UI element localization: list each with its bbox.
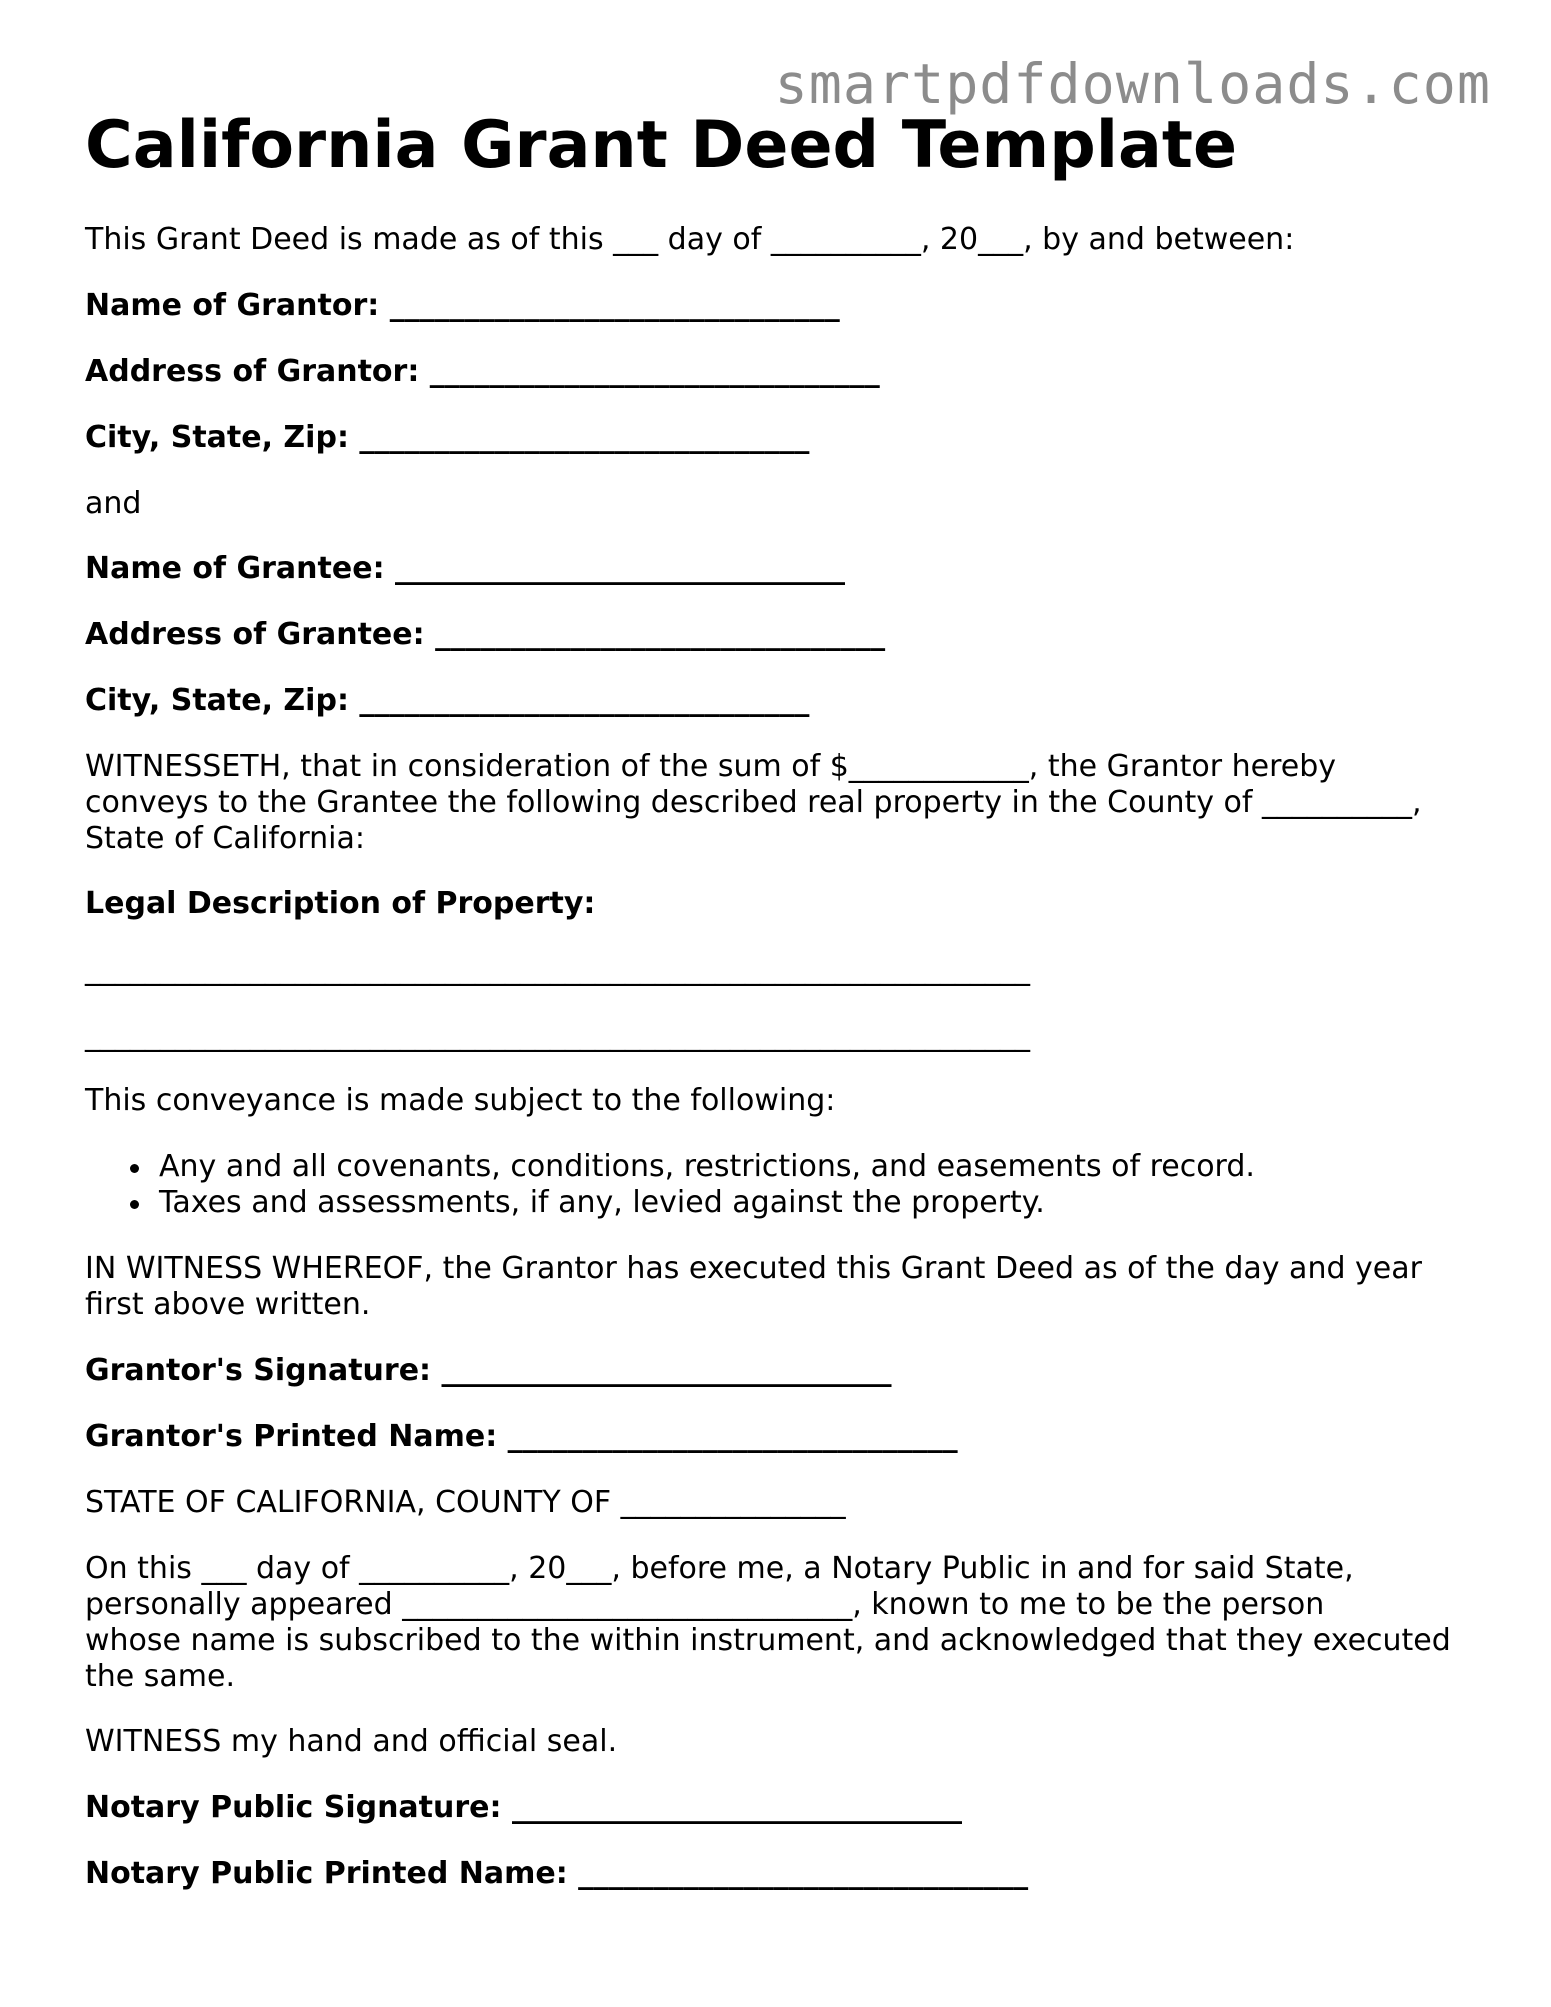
grantee-name-field: Name of Grantee: ______________________________ [85, 551, 846, 586]
watermark: smartpdfdownloads.com [774, 52, 1491, 116]
in-witness-line: first above written. [85, 1287, 371, 1322]
subject-to-intro: This conveyance is made subject to the following: [85, 1083, 836, 1118]
legal-description-heading: Legal Description of Property: [85, 886, 596, 921]
notary-line: whose name is subscribed to the within instrument, and acknowledged that they executed [85, 1623, 1451, 1658]
notary-line: the same. [85, 1659, 235, 1694]
witnesseth-line: conveys to the Grantee the following described real property in the County of __________, [85, 785, 1422, 820]
list-item-text: Taxes and assessments, if any, levied against the property. [159, 1185, 1045, 1220]
state-county-line: STATE OF CALIFORNIA, COUNTY OF _______________ [85, 1485, 846, 1520]
in-witness-line: IN WITNESS WHEREOF, the Grantor has executed this Grant Deed as of the day and year [85, 1251, 1422, 1286]
notary-line: personally appeared ______________________________, known to me to be the person [85, 1587, 1325, 1622]
witness-seal-line: WITNESS my hand and official seal. [85, 1724, 618, 1759]
list-item-text: Any and all covenants, conditions, restrictions, and easements of record. [159, 1149, 1255, 1184]
grantor-address-field: Address of Grantor: ______________________________ [85, 354, 880, 389]
in-witness-paragraph [85, 1251, 1475, 1323]
grantee-address-field: Address of Grantee: ______________________________ [85, 617, 886, 652]
list-item [85, 1149, 1255, 1185]
bullet-icon [130, 1200, 139, 1209]
notary-signature-field: Notary Public Signature: ______________________________ [85, 1790, 962, 1825]
notary-acknowledgment-paragraph [85, 1551, 1475, 1695]
notary-line: On this ___ day of __________, 20___, before me, a Notary Public in and for said State, [85, 1551, 1354, 1586]
legal-description-blank-line: _______________________________________________________________ [85, 952, 1030, 987]
bullet-icon [130, 1164, 139, 1173]
page-title: California Grant Deed Template [85, 108, 1238, 183]
witnesseth-line: WITNESSETH, that in consideration of the sum of $____________, the Grantor hereby [85, 749, 1336, 784]
grantor-city-state-zip-field: City, State, Zip: ______________________________ [85, 420, 810, 455]
intro-line: This Grant Deed is made as of this ___ day of __________, 20___, by and between: [85, 222, 1295, 257]
notary-printed-name-field: Notary Public Printed Name: ______________________________ [85, 1856, 1029, 1891]
grantor-printed-name-field: Grantor's Printed Name: ______________________________ [85, 1419, 958, 1454]
grantor-signature-field: Grantor's Signature: ______________________________ [85, 1353, 892, 1388]
list-item [85, 1185, 1255, 1221]
legal-description-blank-line: _______________________________________________________________ [85, 1018, 1030, 1053]
and-text: and [85, 486, 142, 521]
witnesseth-paragraph [85, 749, 1475, 857]
grantee-city-state-zip-field: City, State, Zip: ______________________________ [85, 683, 810, 718]
grantor-name-field: Name of Grantor: ______________________________ [85, 288, 840, 323]
conditions-list [85, 1149, 1255, 1221]
witnesseth-line: State of California: [85, 821, 365, 856]
